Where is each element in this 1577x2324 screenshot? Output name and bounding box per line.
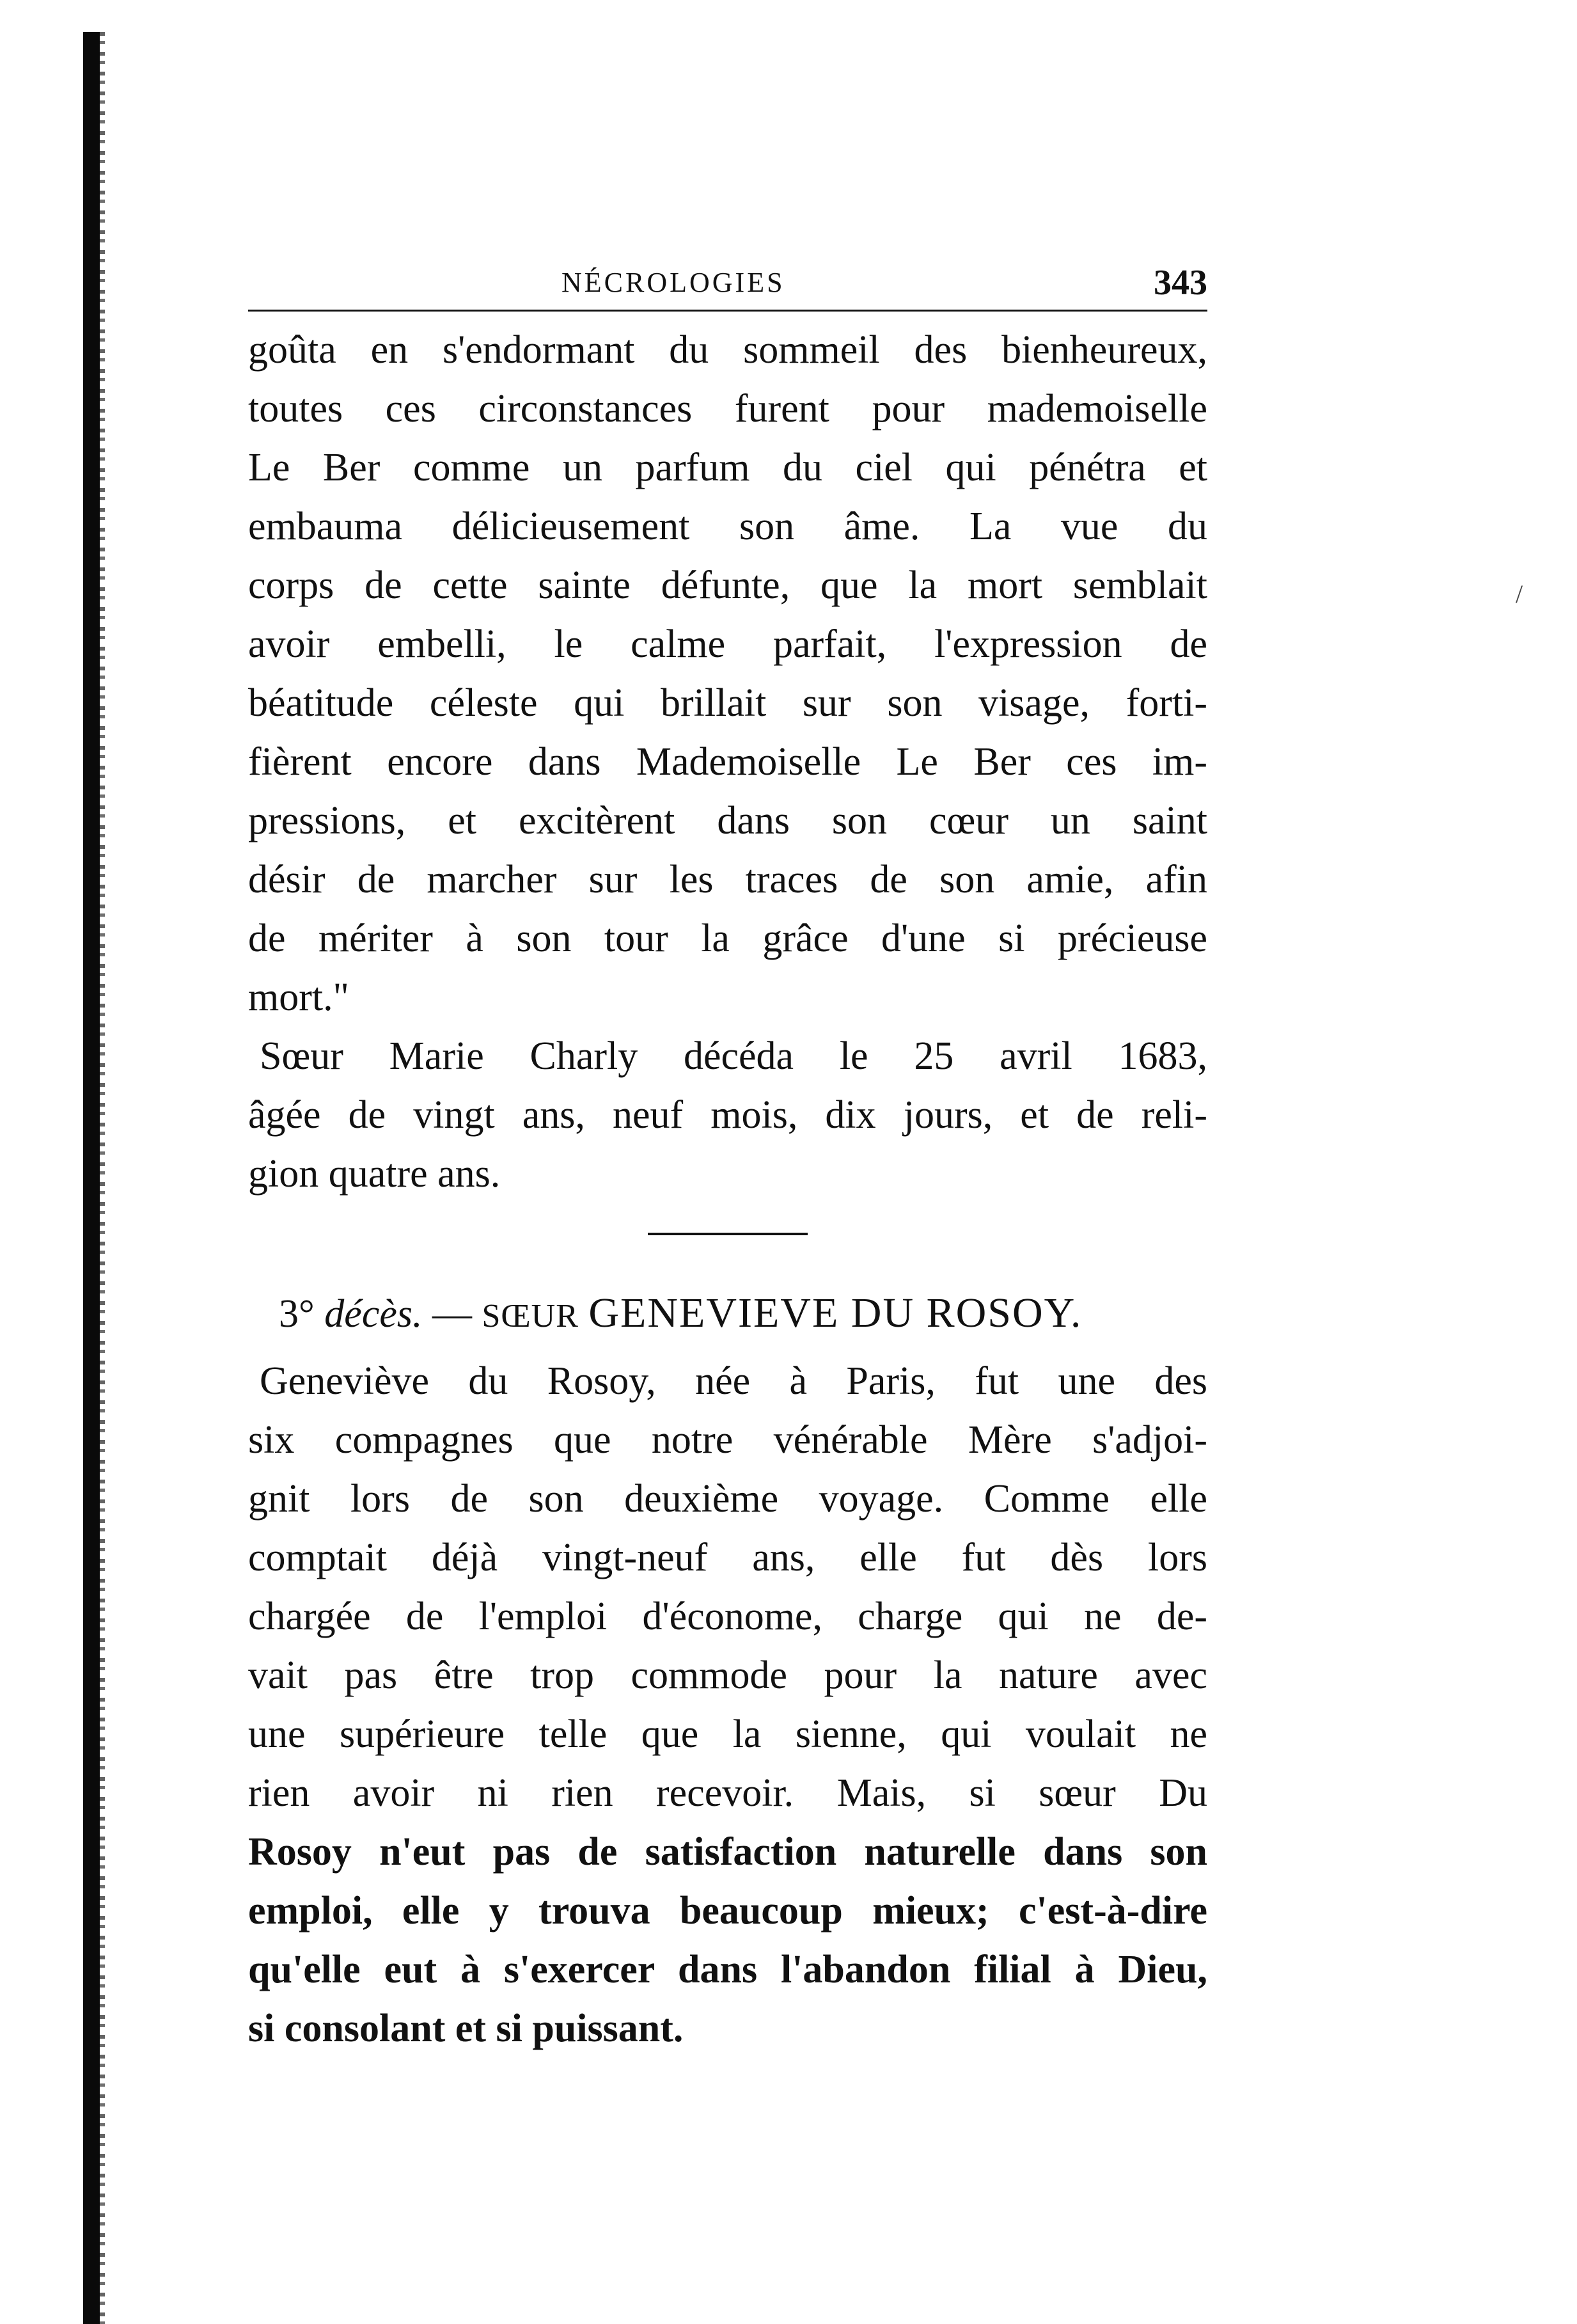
text-line: rien avoir ni rien recevoir. Mais, si sœur Du (248, 1771, 1207, 1815)
section-title-prefix: SŒUR (482, 1298, 579, 1334)
section-title-name: GENEVIEVE DU ROSOY. (588, 1290, 1083, 1336)
text-line: six compagnes que notre vénérable Mère s'adjoi- (248, 1418, 1207, 1462)
stray-pen-mark: / (1516, 580, 1523, 608)
text-line: pressions, et excitèrent dans son cœur un saint (248, 799, 1207, 842)
text-line: comptait déjà vingt-neuf ans, elle fut dès lors (248, 1536, 1207, 1579)
text-line: de mériter à son tour la grâce d'une si précieuse (248, 917, 1207, 960)
text-line: âgée de vingt ans, neuf mois, dix jours, et de reli- (248, 1093, 1207, 1137)
text-line: Sœur Marie Charly décéda le 25 avril 1683, (260, 1034, 1207, 1078)
text-line: Rosoy n'eut pas de satisfaction naturelle dans son (248, 1830, 1207, 1874)
page-number: 343 (1154, 263, 1207, 303)
running-title: NÉCROLOGIES (561, 267, 785, 298)
paragraph-death-record (248, 1027, 1207, 1203)
section-label: décès. (324, 1292, 423, 1336)
header-rule (248, 310, 1207, 312)
text-line: fièrent encore dans Mademoiselle Le Ber ces im- (248, 740, 1207, 784)
paragraph-biography (248, 1352, 1207, 2058)
text-line: vait pas être trop commode pour la nature avec (248, 1654, 1207, 1697)
text-line: emploi, elle y trouva beaucoup mieux; c'est-à-dire (248, 1889, 1207, 1933)
text-line: chargée de l'emploi d'économe, charge qui ne de- (248, 1595, 1207, 1638)
text-line: Geneviève du Rosoy, née à Paris, fut une des (260, 1359, 1207, 1403)
section-divider (648, 1233, 808, 1235)
scan-binding-edge (83, 32, 100, 2324)
text-line: qu'elle eut à s'exercer dans l'abandon filial à Dieu, (248, 1948, 1207, 1991)
text-line: une supérieure telle que la sienne, qui voulait ne (248, 1712, 1207, 1756)
paragraph-letter-quote (248, 320, 1207, 1027)
section-heading (248, 1284, 1207, 1343)
text-line: avoir embelli, le calme parfait, l'expression de (248, 622, 1207, 666)
text-line: toutes ces circonstances furent pour mademoiselle (248, 387, 1207, 431)
text-line: désir de marcher sur les traces de son amie, afin (248, 858, 1207, 901)
text-line: gion quatre ans. (248, 1152, 501, 1196)
section-dash: — (432, 1292, 472, 1336)
text-line: goûta en s'endormant du sommeil des bienheureux, (248, 328, 1207, 372)
text-line: Le Ber comme un parfum du ciel qui pénétra et (248, 446, 1207, 489)
running-head (248, 256, 1207, 307)
book-page (248, 256, 1207, 2058)
text-line: embauma délicieusement son âme. La vue du (248, 505, 1207, 548)
text-line: gnit lors de son deuxième voyage. Comme elle (248, 1477, 1207, 1521)
text-line: béatitude céleste qui brillait sur son visage, forti- (248, 681, 1207, 725)
text-line: corps de cette sainte défunte, que la mort semblait (248, 564, 1207, 607)
text-line: si consolant et si puissant. (248, 2007, 684, 2050)
section-number: 3° (279, 1292, 315, 1336)
text-line: mort." (248, 976, 349, 1019)
